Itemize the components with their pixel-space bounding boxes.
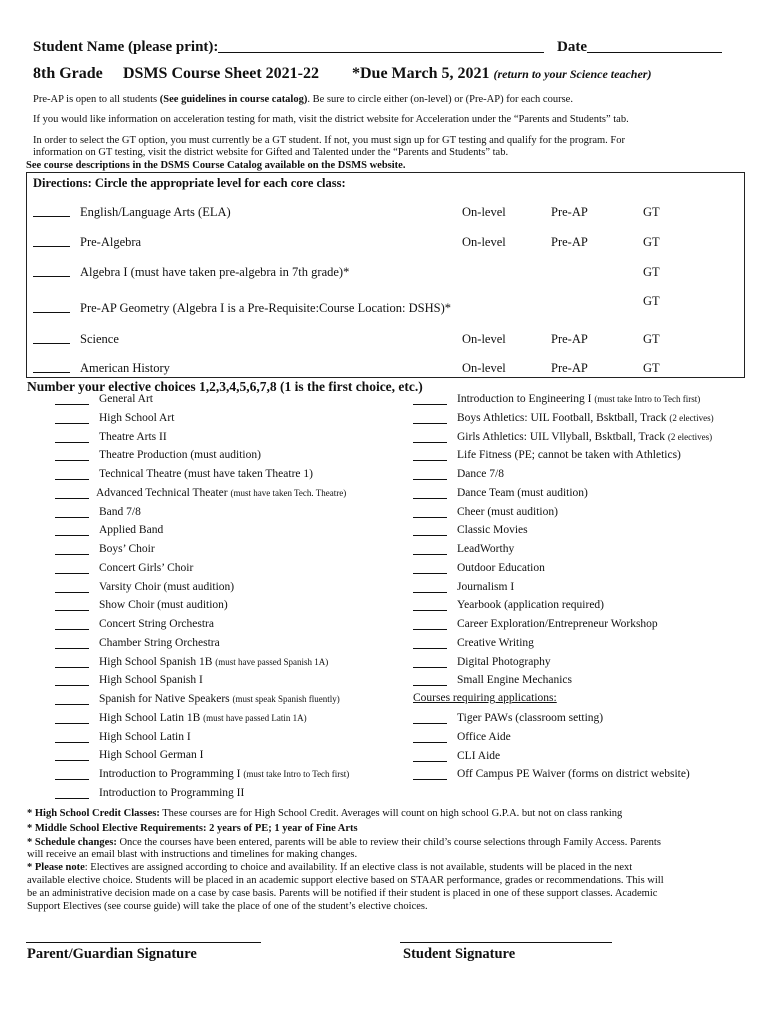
elective-item <box>457 618 658 630</box>
core-preap-option[interactable]: Pre-AP <box>551 235 588 249</box>
elective-name: Outdoor Education <box>457 562 545 574</box>
elective-rank-blank[interactable] <box>55 741 89 743</box>
core-course-name: Algebra I (must have taken pre-algebra in 7th grade)* <box>80 265 350 279</box>
elective-name: Small Engine Mechanics <box>457 674 572 686</box>
elective-rank-blank[interactable] <box>55 684 89 686</box>
elective-item <box>99 581 234 593</box>
elective-rank-blank[interactable] <box>413 609 447 611</box>
core-preap-option[interactable]: Pre-AP <box>551 361 588 375</box>
core-onlevel-option[interactable]: On-level <box>462 235 506 249</box>
elective-name: High School Art <box>99 412 175 424</box>
elective-name: Introduction to Programming I <box>99 768 244 780</box>
elective-rank-blank[interactable] <box>55 722 89 724</box>
elective-name: Boys Athletics: UIL Football, Bsktball, Track <box>457 412 670 424</box>
elective-name: Girls Athletics: UIL Vllyball, Bsktball, Track <box>457 431 668 443</box>
core-course-blank[interactable] <box>33 215 70 217</box>
elective-name: Advanced Technical Theater <box>96 487 231 499</box>
elective-item <box>99 731 191 743</box>
elective-rank-blank[interactable] <box>413 591 447 593</box>
electives-heading: Number your elective choices 1,2,3,4,5,6,7,8 (1 is the first choice, etc.) <box>27 379 423 394</box>
core-course-blank[interactable] <box>33 275 70 277</box>
elective-rank-blank[interactable] <box>413 459 447 461</box>
elective-rank-blank[interactable] <box>413 647 447 649</box>
grade-label: 8th Grade <box>33 65 103 82</box>
core-course-blank[interactable] <box>33 371 70 373</box>
elective-rank-blank[interactable] <box>55 478 89 480</box>
elective-name: High School Latin 1B <box>99 712 204 724</box>
applications-heading: Courses requiring applications: <box>413 692 557 704</box>
note-please-line2: available elective choice. Students will be placed in an academic support elective based on STAAR performance, grades or recommendations. This will <box>27 875 664 886</box>
intro-gt-line1: In order to select the GT option, you must currently be a GT student. If not, you must sign up for GT testing and qualify for the program. For <box>33 135 625 146</box>
elective-item <box>457 412 714 424</box>
elective-rank-blank[interactable] <box>55 797 89 799</box>
core-onlevel-option[interactable]: On-level <box>462 332 506 346</box>
elective-item <box>457 393 700 405</box>
elective-item <box>99 431 167 443</box>
core-course-name: English/Language Arts (ELA) <box>80 205 231 219</box>
elective-item <box>457 468 504 480</box>
core-gt-option[interactable]: GT <box>643 332 660 346</box>
elective-note: (must have passed Spanish 1A) <box>215 657 329 667</box>
elective-name: Spanish for Native Speakers <box>99 693 233 705</box>
note-please-label: * Please note <box>27 862 85 873</box>
elective-rank-blank[interactable] <box>413 403 447 405</box>
elective-item <box>457 449 681 461</box>
core-preap-option[interactable]: Pre-AP <box>551 205 588 219</box>
elective-name: Digital Photography <box>457 656 551 668</box>
elective-name: High School German I <box>99 749 204 761</box>
note-hs-credit <box>27 808 622 819</box>
elective-name: General Art <box>99 393 153 405</box>
elective-rank-blank[interactable] <box>55 553 89 555</box>
elective-item <box>457 506 558 518</box>
elective-rank-blank[interactable] <box>55 778 89 780</box>
elective-item <box>99 543 155 555</box>
elective-item <box>99 637 220 649</box>
note-hs-credit-text: These courses are for High School Credit. Averages will count on high school G.P.A. but not on class ranking <box>159 808 623 819</box>
elective-name: Dance 7/8 <box>457 468 504 480</box>
elective-note: (must take Intro to Tech first) <box>594 394 701 404</box>
elective-item <box>457 431 712 443</box>
core-course-blank[interactable] <box>33 245 70 247</box>
elective-rank-blank[interactable] <box>413 684 447 686</box>
elective-name: LeadWorthy <box>457 543 515 555</box>
elective-item <box>99 506 141 518</box>
elective-note: (must have passed Latin 1A) <box>203 713 307 723</box>
elective-item <box>457 637 534 649</box>
note-please-line4: Support Electives (see course guide) will take the place of one of the student’s elective choices. <box>27 901 428 912</box>
note-please-text: : Electives are assigned according to choice and availability. If an elective class is not available, students will be placed in the next <box>84 862 633 873</box>
due-note: (return to your Science teacher) <box>493 67 652 81</box>
core-course-name: American History <box>80 361 170 375</box>
note-please-line3: be an administrative decision made on a case by case basis. Parents will be notified if their student is placed in one of these support classes. Academic <box>27 888 658 899</box>
elective-item <box>99 524 163 536</box>
elective-name: Life Fitness (PE; cannot be taken with Athletics) <box>457 449 681 461</box>
core-course-blank[interactable] <box>33 342 70 344</box>
student-signature-label: Student Signature <box>403 946 516 962</box>
elective-name: Concert Girls’ Choir <box>99 562 194 574</box>
elective-rank-blank[interactable] <box>55 516 89 518</box>
core-gt-option[interactable]: GT <box>643 294 660 308</box>
core-gt-option[interactable]: GT <box>643 205 660 219</box>
elective-item <box>99 656 328 668</box>
intro-catalog: See course descriptions in the DSMS Course Catalog available on the DSMS website. <box>26 160 406 171</box>
elective-rank-blank[interactable] <box>413 628 447 630</box>
elective-name: Boys’ Choir <box>99 543 155 555</box>
elective-item <box>457 599 604 611</box>
elective-rank-blank[interactable] <box>413 422 447 424</box>
note-ms-requirements: * Middle School Elective Requirements: 2 years of PE; 1 year of Fine Arts <box>27 823 358 834</box>
elective-rank-blank[interactable] <box>413 553 447 555</box>
elective-name: High School Spanish I <box>99 674 203 686</box>
elective-item <box>457 524 528 536</box>
due-date <box>352 65 651 83</box>
core-onlevel-option[interactable]: On-level <box>462 205 506 219</box>
core-onlevel-option[interactable]: On-level <box>462 361 506 375</box>
elective-note: (must speak Spanish fluently) <box>232 694 340 704</box>
elective-rank-blank[interactable] <box>413 516 447 518</box>
parent-signature-label: Parent/Guardian Signature <box>27 946 197 962</box>
elective-item <box>99 674 203 686</box>
elective-item <box>99 693 340 705</box>
elective-item <box>457 674 572 686</box>
elective-item <box>99 768 349 780</box>
directions: Directions: Circle the appropriate level for each core class: <box>33 176 346 190</box>
student-signature-line[interactable] <box>400 942 612 943</box>
application-course: Off Campus PE Waiver (forms on district website) <box>457 768 690 780</box>
intro-gt-line2: information on GT testing, visit the district website for Gifted and Talented under the “Parents and Students” tab. <box>33 147 509 158</box>
application-course: Office Aide <box>457 731 511 743</box>
intro-preap-a: Pre-AP is open to all students <box>33 94 160 105</box>
elective-item <box>457 581 514 593</box>
core-course-name: Pre-AP Geometry (Algebra I is a Pre-Requisite:Course Location: DSHS)* <box>80 301 451 315</box>
elective-name: Yearbook (application required) <box>457 599 605 611</box>
elective-item <box>99 393 153 405</box>
elective-item <box>99 749 203 761</box>
elective-rank-blank[interactable] <box>55 441 89 443</box>
elective-rank-blank[interactable] <box>55 759 89 761</box>
elective-rank-blank[interactable] <box>55 422 89 424</box>
intro-acceleration: If you would like information on acceleration testing for math, visit the district website for Acceleration under the “Parents and Students” tab. <box>33 114 629 125</box>
core-preap-option[interactable]: Pre-AP <box>551 332 588 346</box>
elective-item <box>99 599 228 611</box>
core-course-name: Science <box>80 332 119 346</box>
elective-item <box>99 787 244 799</box>
application-rank-blank[interactable] <box>413 741 447 743</box>
elective-rank-blank[interactable] <box>55 609 89 611</box>
due-text: *Due March 5, 2021 <box>352 65 490 82</box>
elective-name: Dance Team (must audition) <box>457 487 588 499</box>
elective-item <box>99 562 193 574</box>
elective-item <box>99 468 313 480</box>
elective-name: Band 7/8 <box>99 506 141 518</box>
elective-name: Journalism I <box>457 581 515 593</box>
parent-signature-line[interactable] <box>26 942 261 943</box>
application-rank-blank[interactable] <box>413 722 447 724</box>
intro-preap-c: . Be sure to circle either (on-level) or (Pre-AP) for each course. <box>307 94 573 105</box>
elective-name: High School Spanish 1B <box>99 656 216 668</box>
application-course: Tiger PAWs (classroom setting) <box>457 712 604 724</box>
elective-rank-blank[interactable] <box>55 403 89 405</box>
elective-name: Creative Writing <box>457 637 534 649</box>
elective-rank-blank[interactable] <box>55 666 89 668</box>
elective-rank-blank[interactable] <box>55 497 89 499</box>
elective-name: Chamber String Orchestra <box>99 637 220 649</box>
elective-rank-blank[interactable] <box>55 572 89 574</box>
note-schedule-label: * Schedule changes: <box>27 837 117 848</box>
elective-name: Technical Theatre (must have taken Theatre 1) <box>99 468 313 480</box>
core-gt-option[interactable]: GT <box>643 361 660 375</box>
elective-rank-blank[interactable] <box>413 478 447 480</box>
date-label: Date <box>557 39 587 55</box>
elective-rank-blank[interactable] <box>413 534 447 536</box>
elective-rank-blank[interactable] <box>413 441 447 443</box>
elective-rank-blank[interactable] <box>55 591 89 593</box>
elective-rank-blank[interactable] <box>55 647 89 649</box>
core-gt-option[interactable]: GT <box>643 265 660 279</box>
student-name-label: Student Name (please print): <box>33 39 219 55</box>
intro-preap-b: (See guidelines in course catalog) <box>159 94 308 105</box>
elective-item <box>96 487 346 499</box>
elective-item <box>99 449 261 461</box>
elective-name: Cheer (must audition) <box>457 506 558 518</box>
elective-name: High School Latin I <box>99 731 191 743</box>
elective-rank-blank[interactable] <box>55 534 89 536</box>
intro-preap <box>33 94 573 105</box>
elective-rank-blank[interactable] <box>55 703 89 705</box>
elective-rank-blank[interactable] <box>413 572 447 574</box>
elective-name: Theatre Arts II <box>99 431 167 443</box>
elective-note: (2 electives) <box>667 432 713 442</box>
elective-note: (must have taken Tech. Theatre) <box>230 488 347 498</box>
elective-name: Concert String Orchestra <box>99 618 214 630</box>
elective-item <box>457 543 514 555</box>
elective-name: Theatre Production (must audition) <box>99 449 261 461</box>
elective-item <box>99 712 307 724</box>
note-schedule-text: Once the courses have been entered, parents will be able to review their child’s course selections through Family Access. Parents <box>116 837 661 848</box>
elective-item <box>457 656 551 668</box>
elective-item <box>457 487 588 499</box>
elective-name: Career Exploration/Entrepreneur Workshop <box>457 618 658 630</box>
elective-rank-blank[interactable] <box>413 497 447 499</box>
elective-name: Introduction to Engineering I <box>457 393 595 405</box>
core-gt-option[interactable]: GT <box>643 235 660 249</box>
elective-name: Classic Movies <box>457 524 528 536</box>
application-course: CLI Aide <box>457 750 501 762</box>
elective-rank-blank[interactable] <box>55 459 89 461</box>
core-course-name: Pre-Algebra <box>80 235 142 249</box>
note-hs-credit-label: * High School Credit Classes: <box>27 808 160 819</box>
date-field[interactable] <box>587 38 722 53</box>
student-name-row <box>33 38 544 56</box>
core-course-blank[interactable] <box>33 311 70 313</box>
student-name-field[interactable] <box>218 38 544 53</box>
elective-item <box>99 618 214 630</box>
elective-rank-blank[interactable] <box>413 666 447 668</box>
date-row <box>557 38 722 56</box>
elective-note: (2 electives) <box>669 413 714 423</box>
elective-item <box>99 412 174 424</box>
note-schedule-line1 <box>27 837 661 848</box>
application-rank-blank[interactable] <box>413 760 447 762</box>
elective-name: Show Choir (must audition) <box>99 599 228 611</box>
application-rank-blank[interactable] <box>413 778 447 780</box>
note-please-line1 <box>27 862 632 873</box>
elective-note: (must take Intro to Tech first) <box>243 769 350 779</box>
sheet-title: DSMS Course Sheet 2021-22 <box>123 65 319 82</box>
elective-name: Introduction to Programming II <box>99 787 245 799</box>
elective-name: Applied Band <box>99 524 164 536</box>
elective-name: Varsity Choir (must audition) <box>99 581 235 593</box>
elective-rank-blank[interactable] <box>55 628 89 630</box>
elective-item <box>457 562 545 574</box>
note-schedule-line2: will receive an email blast with instructions and timelines for making changes. <box>27 849 358 860</box>
